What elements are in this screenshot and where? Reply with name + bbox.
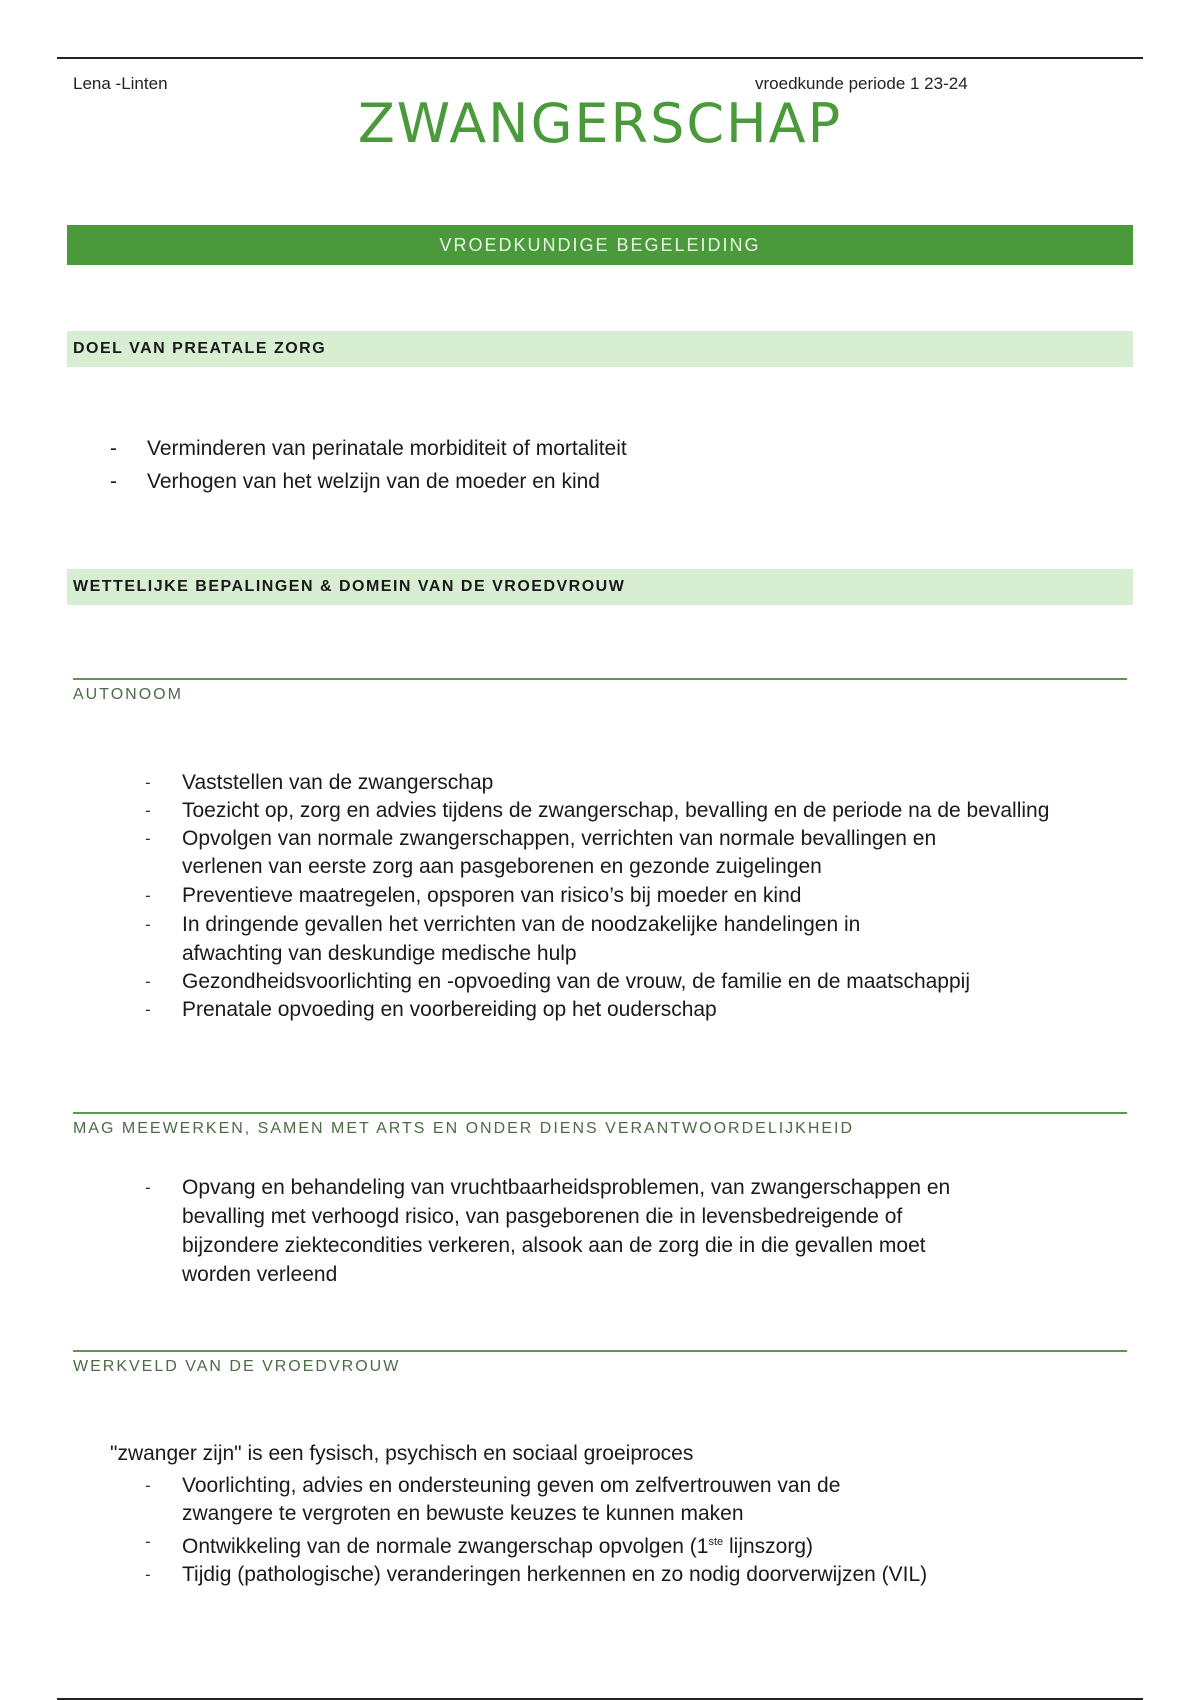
- list-item: - Preventieve maatregelen, opsporen van risico’s bij moeder en kind: [145, 881, 1125, 910]
- heading-meewerken: MAG MEEWERKEN, SAMEN MET ARTS EN ONDER DIENS VERANTWOORDELIJKHEID: [73, 1112, 1127, 1138]
- heading-doel: DOEL VAN PREATALE ZORG: [67, 331, 1133, 367]
- list-item: - Opvolgen van normale zwangerschappen, verrichten van normale bevallingen en verlenen van eerste zorg aan pasgeborenen en gezonde zuigelingen: [145, 825, 962, 881]
- author-name: Lena -Linten: [73, 74, 168, 93]
- superscript: ste: [708, 1536, 724, 1548]
- list-item: - Verhogen van het welzijn van de moeder en kind: [110, 465, 1010, 498]
- list-item: - Toezicht op, zorg en advies tijdens de zwangerschap, bevalling en de periode na de bevalling: [145, 796, 1125, 825]
- autonoom-list: [145, 769, 1125, 1024]
- list-item: - Voorlichting, advies en ondersteuning geven om zelfvertrouwen van de zwangere te vergroten en bewuste keuzes te kunnen maken: [145, 1472, 905, 1528]
- page-title: ZWANGERSCHAP: [357, 92, 843, 155]
- list-item: - Gezondheidsvoorlichting en -opvoeding van de vrouw, de familie en de maatschappij: [145, 968, 1125, 995]
- list-item-tail: lijnszorg): [723, 1535, 814, 1558]
- heading-autonoom: AUTONOOM: [73, 678, 1127, 704]
- list-item: [145, 1528, 1082, 1561]
- meewerken-list: [145, 1173, 975, 1289]
- list-item: - In dringende gevallen het verrichten van de noodzakelijke handelingen in afwachting van deskundige medische hulp: [145, 910, 942, 968]
- doel-list: [110, 432, 1010, 498]
- list-item: - Opvang en behandeling van vruchtbaarheidsproblemen, van zwangerschappen en bevalling met verhoogd risico, van pasgeborenen die in levensbedreigende of bijzondere ziektecondities verkeren, alsook aan de zorg die in die gevallen moet worden verleend: [145, 1173, 975, 1289]
- list-item-text: Ontwikkeling van de normale zwangerschap opvolgen (1: [182, 1535, 709, 1558]
- heading-werkveld: WERKVELD VAN DE VROEDVROUW: [73, 1350, 1127, 1376]
- list-item: - Verminderen van perinatale morbiditeit of mortaliteit: [110, 432, 1010, 465]
- list-item: - Tijdig (pathologische) veranderingen herkennen en zo nodig doorverwijzen (VIL): [145, 1561, 1082, 1589]
- heading-wettelijk: WETTELIJKE BEPALINGEN & DOMEIN VAN DE VROEDVROUW: [67, 569, 1133, 605]
- werkveld-list: [145, 1472, 928, 1589]
- list-item: - Vaststellen van de zwangerschap: [145, 769, 1125, 796]
- list-item: - Prenatale opvoeding en voorbereiding op het ouderschap: [145, 995, 1125, 1024]
- top-rule: [57, 57, 1143, 59]
- section-banner: VROEDKUNDIGE BEGELEIDING: [67, 225, 1133, 265]
- course-label: vroedkunde periode 1 23-24: [755, 74, 968, 93]
- werkveld-intro: "zwanger zijn" is een fysisch, psychisch en sociaal groeiproces: [110, 1442, 694, 1465]
